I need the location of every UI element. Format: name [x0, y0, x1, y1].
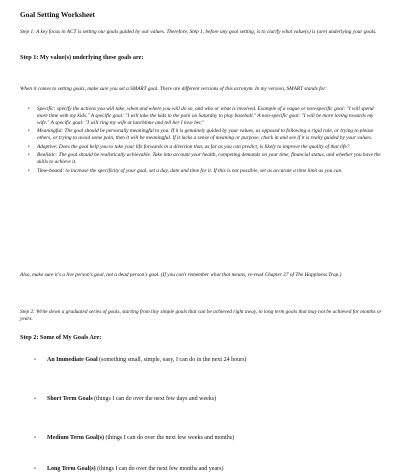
smart-text: : specify the actions you will take, when and where you will do so, and who or what is involved. Example of a vague or non-specific goal: "I will spend more time with my kids." A specific goal: "I will take the kids to the park on Saturday to play baseball." A non-specific goal: "I will be more loving towards my wife." A specific goal: "I will ring my wife at lunchtime and tell her I love her."	[37, 106, 374, 126]
smart-intro-paragraph: When it comes to setting goals, make sure you set a SMART goal. There are different versions of this acronym. In my version, SMART stands for:	[20, 86, 328, 92]
bullet-icon: •	[34, 396, 36, 402]
smart-text: : The goal should be personally meaningful to you. If it is genuinely guided by your values, as opposed to following a rigid rule, or trying to please others, or trying to avoid some pain, then it will be meaningful. If it lacks a sense of meaning or purpose, check in and see if it is really guided by your values.	[37, 128, 374, 142]
bullet-icon: •	[34, 357, 36, 363]
smart-item-meaningful	[20, 128, 382, 142]
worksheet-page	[20, 10, 382, 472]
smart-item-time-bound	[20, 168, 382, 175]
goal-label: Short Term Goals	[47, 396, 93, 402]
goal-medium-term	[34, 434, 234, 442]
bullet-icon: •	[28, 168, 30, 174]
goal-long-term	[34, 465, 223, 473]
goal-immediate	[34, 356, 246, 364]
smart-text: : Does the goal help you to take your life forwards in a direction that, as far as you can predict, is likely to improve the quality of that life?	[55, 143, 350, 150]
live-person-note: Also, make sure it's a live person's goal, not a dead person's goal. (If you can't remember what that means, re-read Chapter 27 of The Happiness Trap.)	[20, 272, 342, 278]
step2-intro-paragraph: Step 2: Write down a graduated series of goals, starting from tiny simple goals that can be achieved right away, to long term goals that may not be achieved for months or years.	[20, 309, 382, 322]
goal-label: An Immediate Goal	[47, 357, 98, 363]
goal-short-term	[34, 395, 216, 403]
smart-list	[20, 106, 382, 176]
goal-description: (something small, simple, easy, I can do in the next 24 hours)	[97, 357, 247, 363]
smart-item-adaptive	[20, 144, 382, 151]
goal-description: (things I can do over the next few months and years)	[95, 466, 224, 472]
step1-heading: Step 1: My value(s) underlying these goals are:	[20, 54, 144, 61]
bullet-icon: •	[28, 129, 30, 135]
page-title: Goal Setting Worksheet	[20, 10, 96, 19]
smart-item-realistic	[20, 152, 382, 166]
smart-term: Meaningful	[37, 128, 62, 135]
intro-paragraph: Step 1: A key focus in ACT is setting our goals guided by our values. Therefore, Step 1, before any goal setting, is to clarify what value(s) is (are) underlying your goals.	[20, 29, 377, 35]
smart-text: : to increase the specificity of your goal, set a day, date and time for it. If this is not possible, set as accurate a time limit as you can.	[62, 167, 343, 174]
bullet-icon: •	[28, 153, 30, 159]
goal-label: Long Term Goal(s)	[47, 466, 96, 472]
smart-text: : The goal should be realistically achievable. Take into account your health, competing demands on your time, financial status, and whether you have the skills to achieve it.	[37, 152, 381, 166]
smart-term: Adaptive	[37, 143, 56, 150]
bullet-icon: •	[34, 435, 36, 441]
goal-label: Medium Term Goal(s)	[47, 435, 104, 441]
smart-term: Specific	[37, 106, 54, 112]
smart-item-specific	[20, 106, 382, 127]
bullet-icon: •	[28, 107, 30, 112]
goal-description: (things I can do over the next few weeks and months)	[104, 435, 235, 441]
bullet-icon: •	[34, 466, 36, 472]
smart-term: Time-bound	[37, 167, 63, 174]
step2-heading: Step 2: Some of My Goals Are:	[20, 334, 102, 341]
goal-description: (things I can do over the next few days and weeks)	[92, 396, 217, 402]
smart-term: Realistic	[37, 152, 56, 159]
bullet-icon: •	[28, 144, 30, 150]
